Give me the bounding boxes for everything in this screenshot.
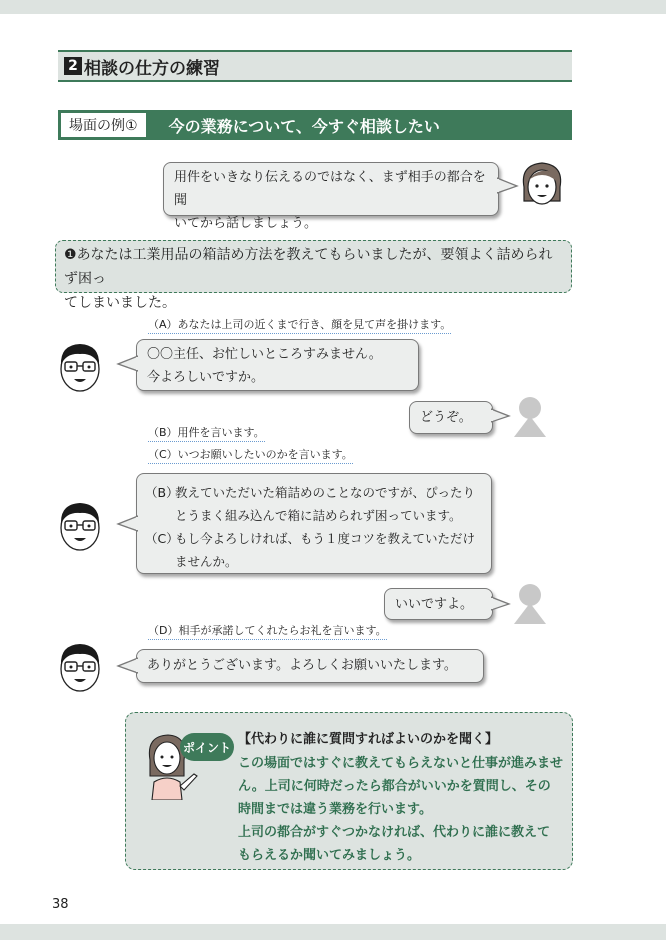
bubble-tail-left bbox=[116, 354, 138, 374]
scene-title: 今の業務について、今すぐ相談したい bbox=[168, 116, 440, 136]
point-heading: 【代わりに誰に質問すればよいのかを聞く】 bbox=[238, 732, 499, 747]
bubble-tail-right bbox=[491, 407, 511, 425]
instruction-marker: ❶ bbox=[64, 247, 77, 263]
tip-line-1: 用件をいきなり伝えるのではなく、まず相手の都合を聞 bbox=[174, 170, 486, 208]
man-face-icon bbox=[54, 496, 106, 554]
step-d-caption: （D）相手が承諾してくれたらお礼を言います。 bbox=[148, 622, 387, 640]
tip-bubble bbox=[163, 162, 499, 231]
step-b-caption: （B）用件を言います。 bbox=[148, 424, 265, 442]
reply-1-text: どうぞ。 bbox=[420, 410, 472, 425]
point-line-3: 時間までは違う業務を行います。 bbox=[238, 802, 432, 817]
step-a-caption: （A）あなたは上司の近くまで行き、顔を見て声を掛けます。 bbox=[148, 316, 451, 334]
section-number: 2 bbox=[64, 57, 82, 75]
scene-bar bbox=[58, 110, 572, 140]
speech-bubble-d bbox=[136, 649, 484, 683]
man-face-icon bbox=[54, 637, 106, 695]
speech-b-line-1: 教えていただいた箱詰めのことなのですが、ぴったり bbox=[175, 485, 476, 500]
person-silhouette-icon bbox=[512, 583, 548, 625]
scene-label: 場面の例① bbox=[60, 112, 147, 138]
bottom-band bbox=[0, 924, 666, 940]
man-face-icon bbox=[54, 337, 106, 395]
instruction-line-1: あなたは工業用品の箱詰め方法を教えてもらいましたが、要領よく詰められず困っ bbox=[64, 247, 553, 287]
instruction-box bbox=[55, 240, 572, 311]
woman-face-icon bbox=[516, 157, 568, 209]
step-c-caption: （C）いつお願いしたいのかを言います。 bbox=[148, 446, 353, 464]
section-title bbox=[58, 50, 572, 82]
speech-b-line-2: とうまく組み込んで箱に詰められず困っています。 bbox=[175, 508, 462, 523]
speech-a-line-1: 〇〇主任、お忙しいところすみません。 bbox=[147, 347, 382, 362]
bubble-tail-left bbox=[116, 514, 138, 534]
page-number: 38 bbox=[52, 897, 69, 912]
point-line-5: もらえるか聞いてみましょう。 bbox=[238, 848, 421, 863]
point-body bbox=[238, 752, 568, 867]
instruction-line-2: てしまいました。 bbox=[64, 295, 176, 311]
speech-a-line-2: 今よろしいですか。 bbox=[147, 370, 265, 385]
tip-line-2: いてから話しましょう。 bbox=[174, 216, 318, 231]
speech-c-line-2: ませんか。 bbox=[175, 554, 238, 569]
speech-c-line-1: もし今よろしければ、もう１度コツを教えていただけ bbox=[175, 531, 476, 546]
speech-c-marker: （C） bbox=[145, 531, 179, 546]
reply-bubble-1 bbox=[409, 401, 493, 434]
speech-b-marker: （B） bbox=[145, 485, 179, 500]
point-line-4: 上司の都合がすぐつかなければ、代わりに誰に教えて bbox=[238, 825, 551, 840]
person-silhouette-icon bbox=[512, 396, 548, 438]
reply-2-text: いいですよ。 bbox=[395, 597, 474, 612]
speech-bubble-bc bbox=[136, 473, 492, 574]
bubble-tail-left bbox=[116, 656, 138, 676]
speech-bubble-a bbox=[136, 339, 419, 391]
point-badge bbox=[180, 733, 234, 761]
top-band bbox=[0, 0, 666, 14]
point-badge-text: ポイント bbox=[182, 740, 231, 755]
section-title-text: 相談の仕方の練習 bbox=[84, 58, 220, 79]
reply-bubble-2 bbox=[384, 588, 493, 620]
point-line-2: ん。上司に何時だったら都合がいいかを質問し、その bbox=[238, 779, 551, 794]
point-line-1: この場面ではすぐに教えてもらえないと仕事が進みませ bbox=[238, 756, 564, 771]
bubble-tail-right bbox=[491, 595, 511, 613]
speech-d-text: ありがとうございます。よろしくお願いいたします。 bbox=[147, 658, 457, 673]
